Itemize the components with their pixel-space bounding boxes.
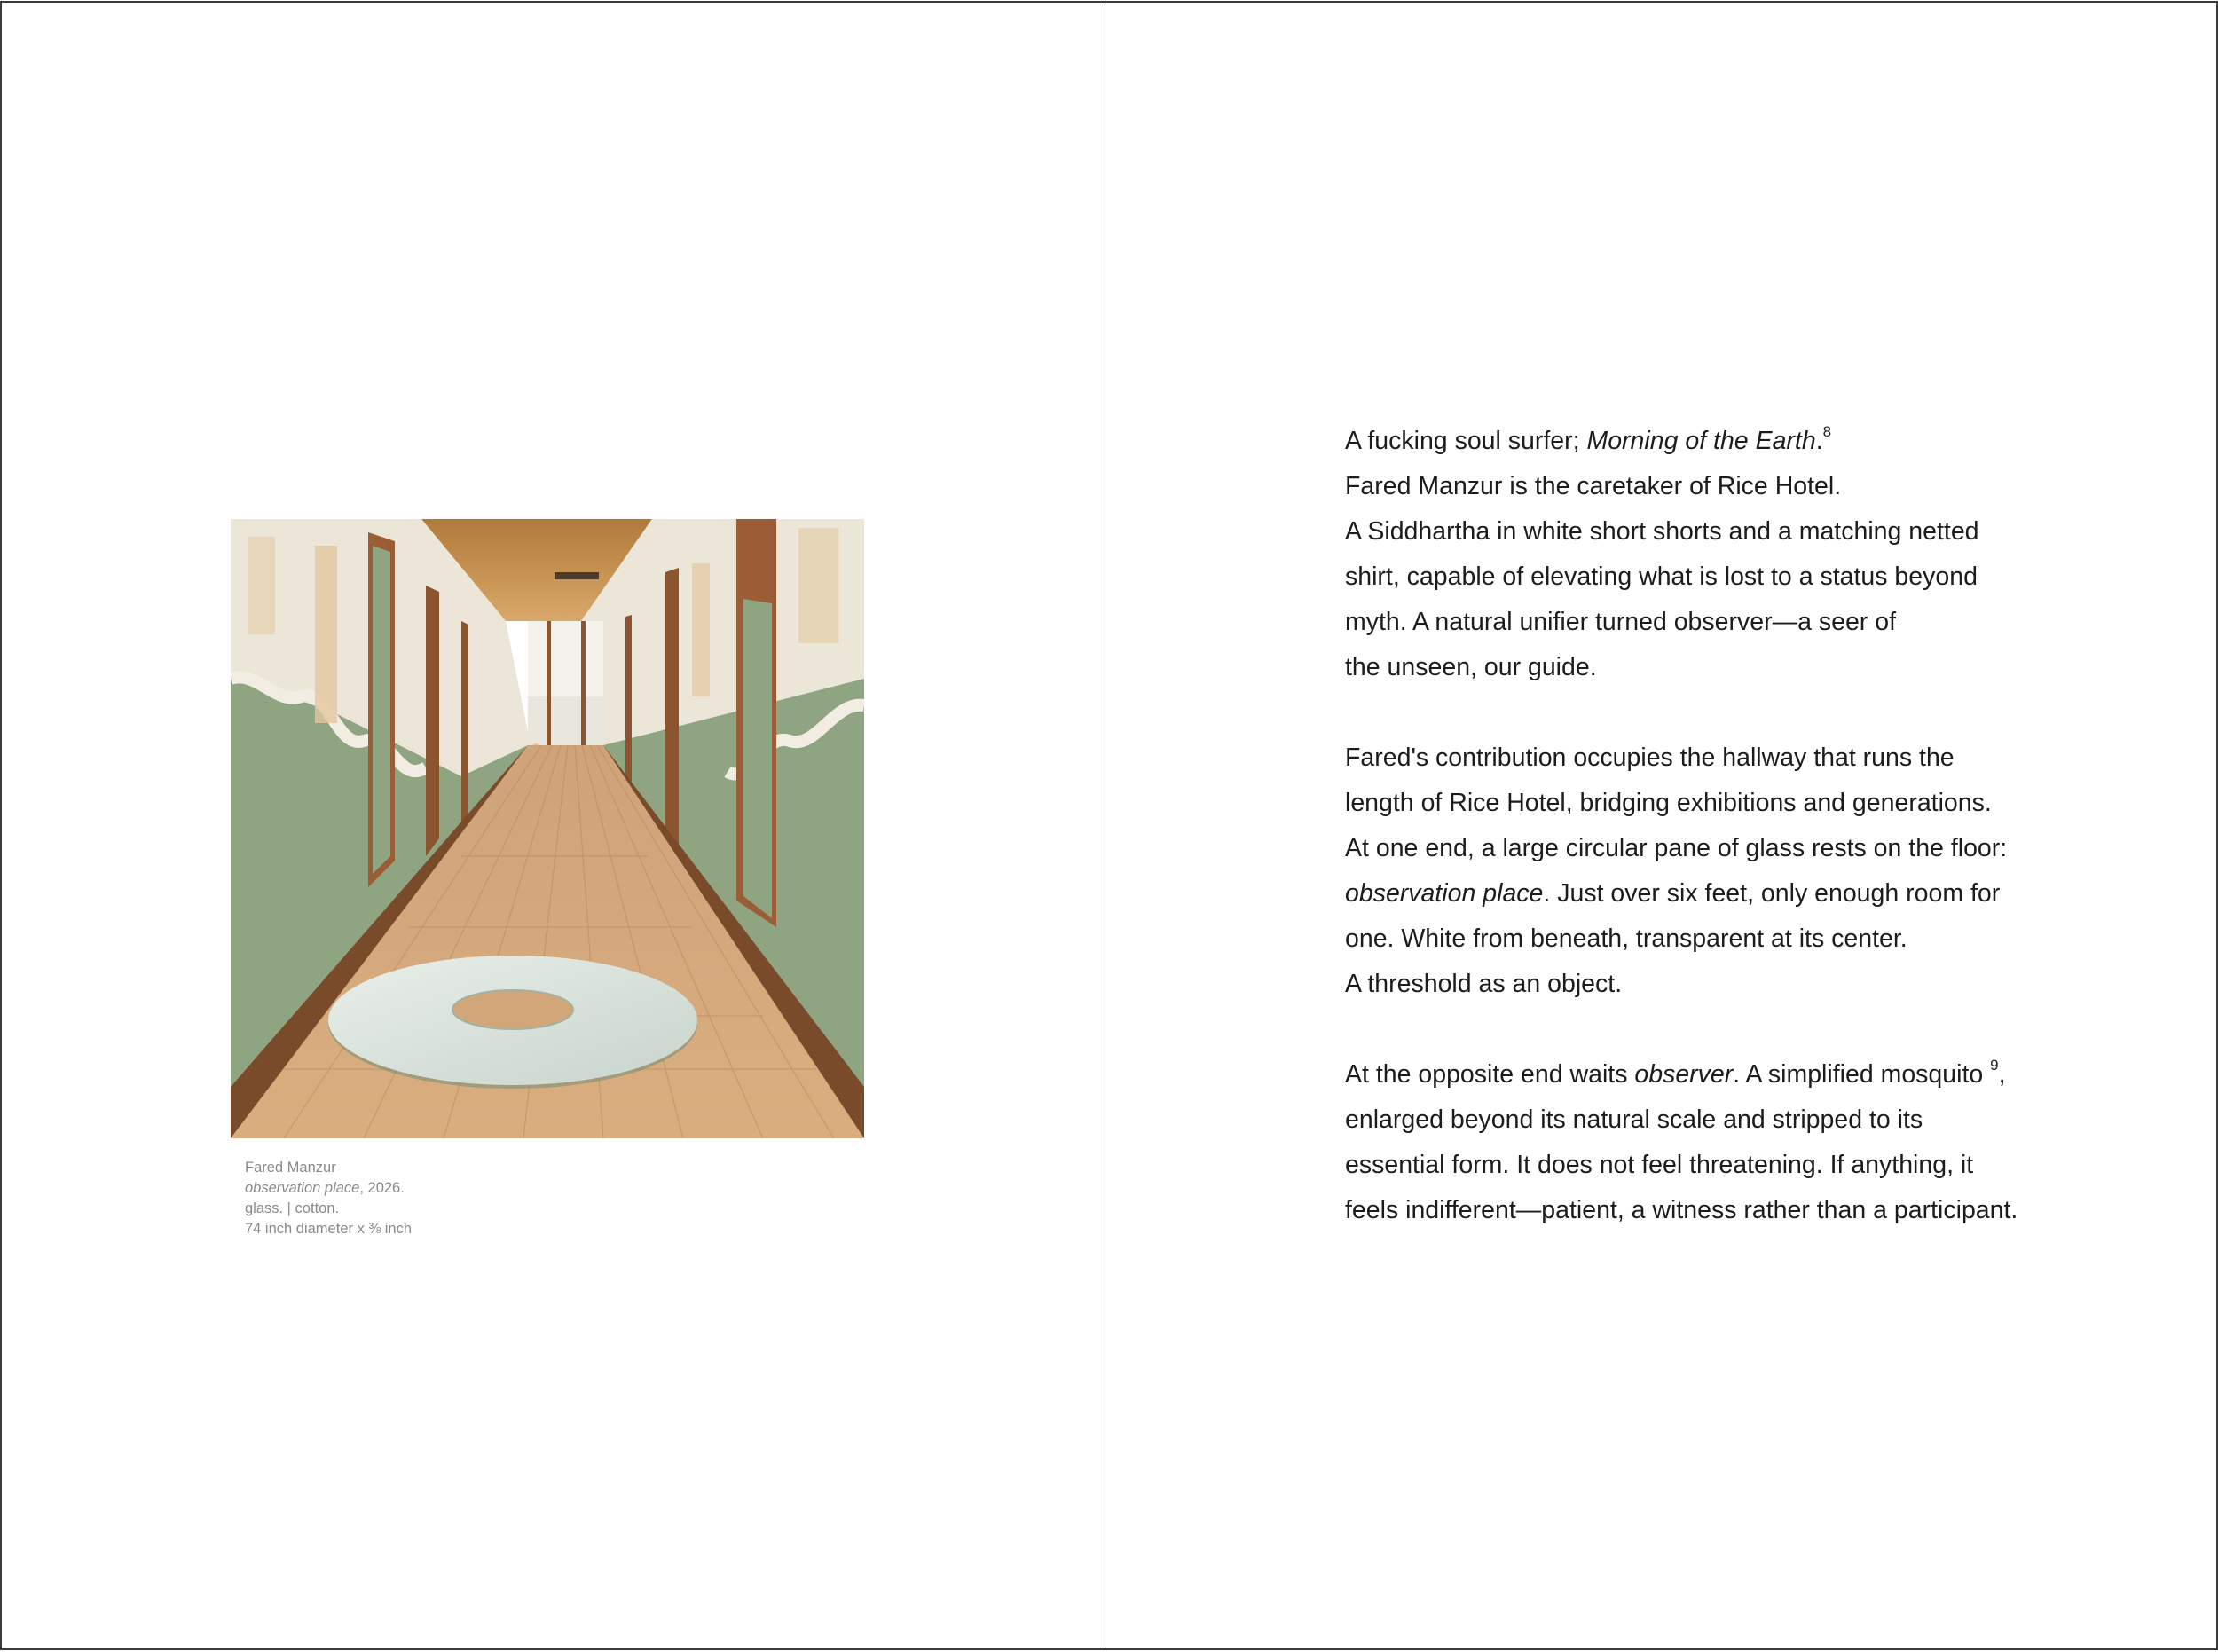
caption-work-year: , 2026. xyxy=(359,1180,405,1196)
text-line: enlarged beyond its natural scale and stripped to its xyxy=(1345,1105,1923,1134)
text-line: myth. A natural unifier turned observer—a seer of xyxy=(1345,608,1896,636)
text-run: A fucking soul surfer; xyxy=(1345,427,1587,455)
text-line: one. White from beneath, transparent at its center. xyxy=(1345,924,1907,953)
left-page xyxy=(0,1,1106,1650)
essay-text xyxy=(1345,419,2072,1233)
text-line: Fared Manzur is the caretaker of Rice Hotel. xyxy=(1345,472,1842,500)
italic-title: Morning of the Earth xyxy=(1586,427,1816,455)
text-line xyxy=(1345,871,2072,916)
caption-materials: glass. | cotton. xyxy=(245,1200,340,1216)
caption-work-line xyxy=(245,1178,412,1199)
text-run: At the opposite end waits xyxy=(1345,1060,1635,1089)
photo-caption xyxy=(245,1158,412,1239)
text-line: shirt, capable of elevating what is lost to a status beyond xyxy=(1345,562,1978,591)
footnote-marker: 9 xyxy=(1990,1056,1999,1074)
text-line xyxy=(1345,419,2072,464)
hallway-installation-photo xyxy=(231,519,864,1138)
italic-title: observer xyxy=(1634,1060,1734,1089)
caption-work-title: observation place xyxy=(245,1180,360,1196)
text-line: Fared's contribution occupies the hallway that runs the xyxy=(1345,743,1955,772)
text-line: the unseen, our guide. xyxy=(1345,653,1597,681)
caption-dimensions: 74 inch diameter x ⅜ inch xyxy=(245,1221,413,1237)
text-run: . A simplified mosquito xyxy=(1733,1060,1991,1089)
footnote-marker: 8 xyxy=(1822,422,1832,440)
paragraph-3 xyxy=(1345,1052,2072,1233)
caption-artist: Fared Manzur xyxy=(245,1160,336,1176)
italic-title: observation place xyxy=(1345,879,1544,908)
text-line: At one end, a large circular pane of glass rests on the floor: xyxy=(1345,834,2008,862)
text-line: feels indifferent—patient, a witness rather than a participant. xyxy=(1345,1196,2018,1224)
paragraph-1 xyxy=(1345,419,2072,690)
text-line: essential form. It does not feel threatening. If anything, it xyxy=(1345,1151,1974,1179)
paragraph-gap xyxy=(1345,690,2072,736)
text-run: , xyxy=(1998,1060,2006,1089)
text-run: . Just over six feet, only enough room for xyxy=(1543,879,2001,908)
text-line: A threshold as an object. xyxy=(1345,970,1623,998)
paragraph-2 xyxy=(1345,736,2072,1007)
text-line xyxy=(1345,1052,2072,1097)
text-line: A Siddhartha in white short shorts and a matching netted xyxy=(1345,517,1979,546)
text-run: . xyxy=(1815,427,1823,455)
text-line: length of Rice Hotel, bridging exhibitions and generations. xyxy=(1345,789,1992,817)
paragraph-gap xyxy=(1345,1007,2072,1052)
